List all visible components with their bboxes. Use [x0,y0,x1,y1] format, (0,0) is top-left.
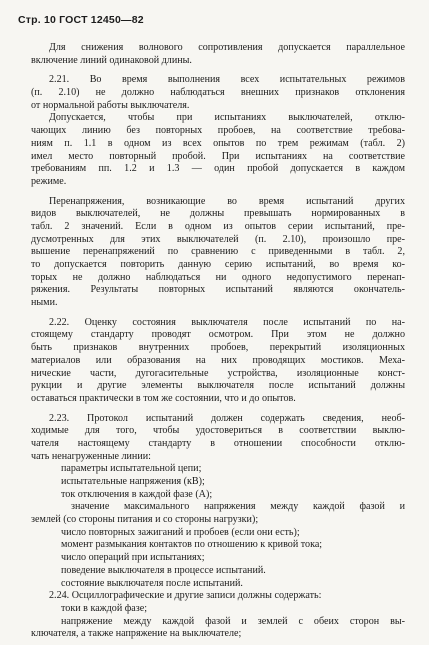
list-item: ток отключения в каждой фазе (А); [61,488,213,500]
text-line: вышение перенапряжений по сравнению с приведенными в табл. 2, [31,246,405,258]
text-line: от нормальной работы выключателя. [31,99,190,111]
text-line: чающих линию без повторных пробоев, на соответствие требова- [31,125,405,137]
text-line: быть признаков внутренних пробоев, перекрытий изоляционных [31,342,405,354]
text-line: стоящему стандарту проводят осмотром. При этом не должно [31,329,405,341]
text-line: Допускается, чтобы при испытаниях выключателей, отклю- [49,112,405,124]
text-line: Для снижения волнового сопротивления допускается параллельное [49,42,405,53]
text-line: материалов или образования на них проводящих мостиков. Меха- [31,354,405,366]
page-header: Стр. 10 ГОСТ 12450—82 [18,14,144,26]
list-item: поведение выключателя в процессе испытаний. [61,564,266,576]
text-line: режиме. [31,175,67,187]
text-line: 2.24. Осциллографические и другие записи должны содержать: [49,590,322,602]
text-line: ными. [31,297,58,309]
text-line: чать ненагруженные линии: [31,450,151,462]
text-line: включение линий одинаковой длины. [31,54,192,66]
list-item: испытательные напряжения (кВ); [61,476,205,487]
text-line: (п. 2.10) не должно наблюдаться внешних признаков отклонения [31,87,405,99]
text-line: чателя настоящему стандарту в отношении способности отклю- [31,437,405,449]
text-line: нические части, дугогасительные устройства, изоляционные конст- [31,367,405,379]
list-item: землей (со стороны питания и со стороны нагрузки); [31,514,259,526]
text-line: оставаться практически в том же состоянии, что и до опытов. [31,392,296,404]
list-item: параметры испытательной цепи; [61,463,202,475]
list-item: токи в каждой фазе; [61,602,148,614]
text-line: ходимые для того, чтобы удостовериться в соответствии выклю- [31,425,405,437]
text-line: дусмотренных для этих выключателей (п. 2.10), произошло пре- [31,233,405,245]
text-line: 2.23. Протокол испытаний должен содержать сведения, необ- [49,412,405,424]
list-item: напряжение между каждой фазой и землей с обеих сторон вы- [61,615,405,627]
list-item: ключателя, а также напряжение на выключателе; [31,628,242,640]
text-line: табл. 2 значений. Если в одном из опытов серии испытаний, пре- [31,220,405,232]
list-item: состояние выключателя после испытаний. [61,577,243,589]
list-item: значение максимального напряжения между каждой фазой и [71,501,405,513]
text-line: имел место повторный пробой. При испытаниях на соответствие [31,150,405,162]
text-line: 2.22. Оценку состояния выключателя после испытаний по на- [49,316,405,328]
list-item: момент размыкания контактов по отношению к кривой тока; [61,539,323,551]
text-line: требованиям пп. 1.2 и 1.3 — один пробой допускается в каждом [31,163,405,175]
text-line: 2.21. Во время выполнения всех испытательных режимов [49,74,405,86]
list-item: число повторных зажиганий и пробоев (если они есть); [61,526,300,538]
text-line: ниям п. 1.1 в одном из всех опытов по трем режимам (табл. 2) [31,137,405,149]
list-item: число операций при испытаниях; [61,552,205,564]
text-line: Перенапряжения, возникающие во время испытаний других [49,195,405,207]
text-line: видов выключателей, не должны превышать нормированных в [31,208,405,220]
text-line: то допускается повторить данную серию испытаний, во время ко- [31,259,405,270]
text-line: рукции и другие элементы выключателя после испытаний должны [31,380,405,392]
text-line: торых не должно наблюдаться ни одного недопустимого перенап- [31,271,405,283]
document-body [31,42,405,641]
text-line: ряжения. Результаты повторных испытаний являются окончатель- [31,284,405,296]
